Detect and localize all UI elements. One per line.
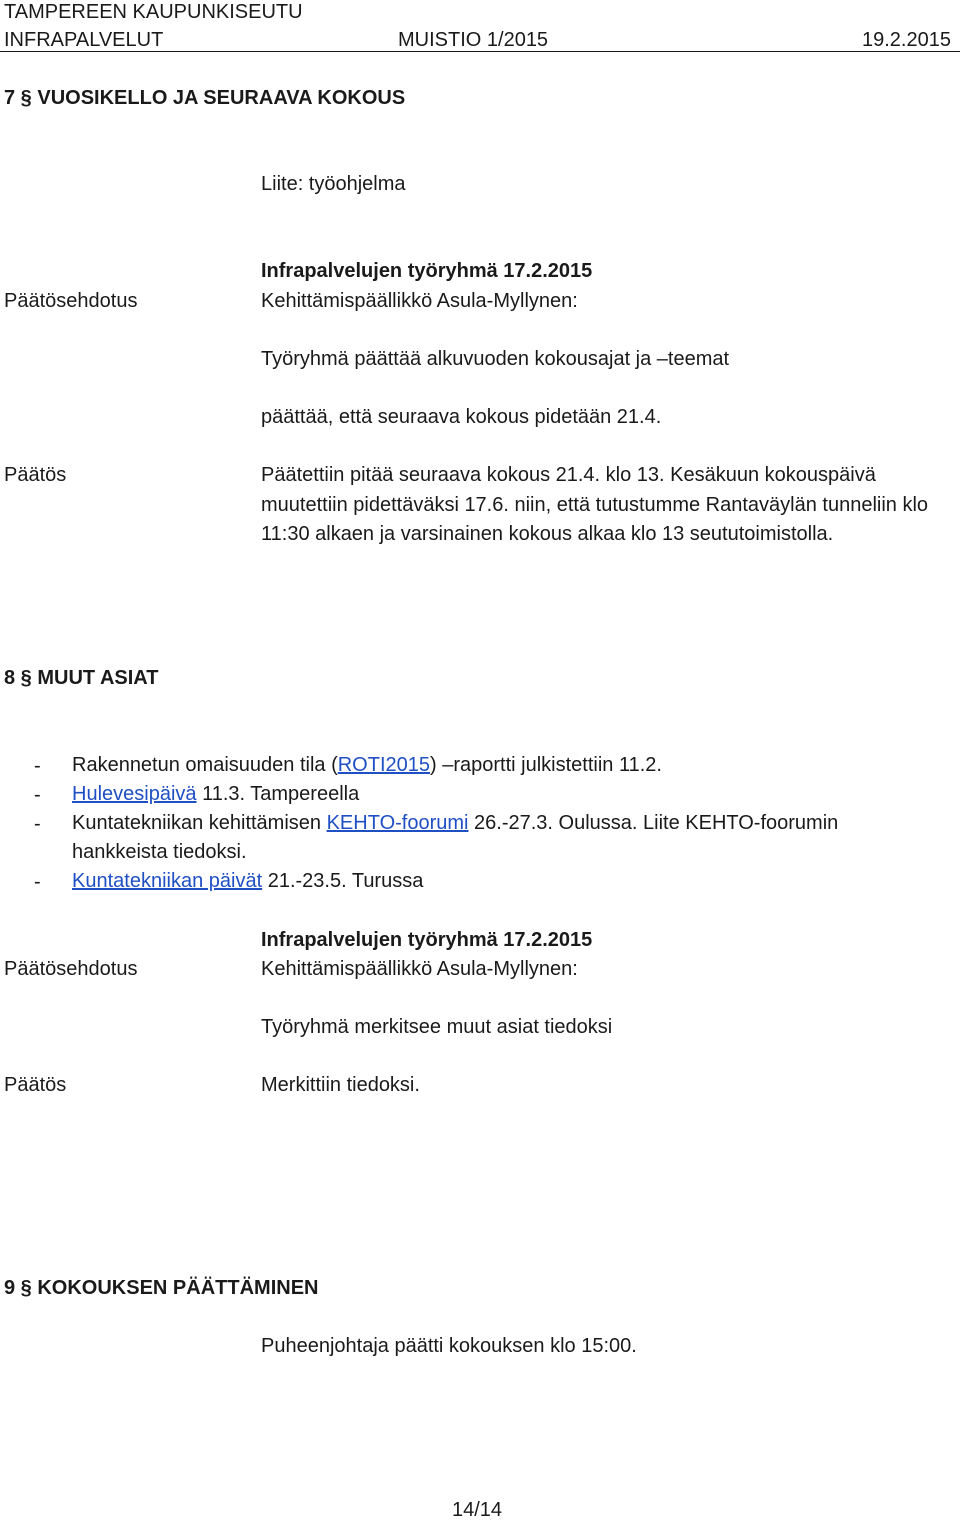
list-bullet: - [34,871,41,893]
proposal-line-7b: päättää, että seuraava kokous pidetään 21.4. [261,406,662,428]
section-8-title: 8 § MUUT ASIAT [4,667,159,689]
item-text: 26.-27.3. Oulussa. Liite KEHTO-foorumin hankkeista tiedoksi. [72,812,839,863]
closing-text: Puheenjohtaja päätti kokouksen klo 15:00. [261,1335,637,1357]
list-item [72,809,932,867]
list-item [72,780,932,809]
list-bullet: - [34,755,41,777]
item-text: 11.3. Tampereella [196,783,360,805]
proposal-group-7: Infrapalvelujen työryhmä 17.2.2015 [261,260,593,282]
org-name: TAMPEREEN KAUPUNKISEUTU [4,1,303,23]
proposal-line-8: Työryhmä merkitsee muut asiat tiedoksi [261,1016,613,1038]
item-text: Kuntatekniikan kehittämisen [72,812,327,834]
list-bullet: - [34,813,41,835]
decision-text-8: Merkittiin tiedoksi. [261,1074,420,1096]
item-text: ) –raportti julkistettiin 11.2. [430,754,662,776]
header-rule [0,51,960,52]
item-text: 21.-23.5. Turussa [262,870,424,892]
proposal-line-7a: Työryhmä päättää alkuvuoden kokousajat ja –teemat [261,348,730,370]
attachment-note: Liite: työohjelma [261,173,406,195]
document-id: MUISTIO 1/2015 [398,29,549,51]
list-item [72,751,932,780]
proposal-label-7: Päätösehdotus [4,290,138,312]
section-7-title: 7 § VUOSIKELLO JA SEURAAVA KOKOUS [4,87,406,109]
roti2015-link[interactable]: ROTI2015 [337,754,430,776]
list-item [72,867,932,896]
list-bullet: - [34,784,41,806]
decision-text-7: Päätettiin pitää seuraava kokous 21.4. klo 13. Kesäkuun kokouspäivä muutettiin pidettäväksi 17.6. niin, että tutustumme Rantaväylän tunneliin klo 11:30 alkaen ja varsinainen kokous alkaa klo 13 seututoimistolla. [261,464,929,545]
page-number: 14/14 [452,1499,503,1521]
proposal-by-7: Kehittämispäällikkö Asula-Myllynen: [261,290,578,312]
proposal-group-8: Infrapalvelujen työryhmä 17.2.2015 [261,929,593,951]
item-text: Rakennetun omaisuuden tila ( [72,754,338,776]
document-date: 19.2.2015 [862,29,951,51]
proposal-by-8: Kehittämispäällikkö Asula-Myllynen: [261,958,578,980]
section-9-title: 9 § KOKOUKSEN PÄÄTTÄMINEN [4,1277,319,1299]
unit-name: INFRAPALVELUT [4,29,164,51]
decision-label-8: Päätös [4,1074,67,1096]
kehto-foorumi-link[interactable]: KEHTO-foorumi [326,812,469,834]
hulevesipaiva-link[interactable]: Hulevesipäivä [72,783,197,805]
proposal-label-8: Päätösehdotus [4,958,138,980]
kuntatekniikan-paivat-link[interactable]: Kuntatekniikan päivät [72,870,263,892]
decision-label-7: Päätös [4,464,67,486]
